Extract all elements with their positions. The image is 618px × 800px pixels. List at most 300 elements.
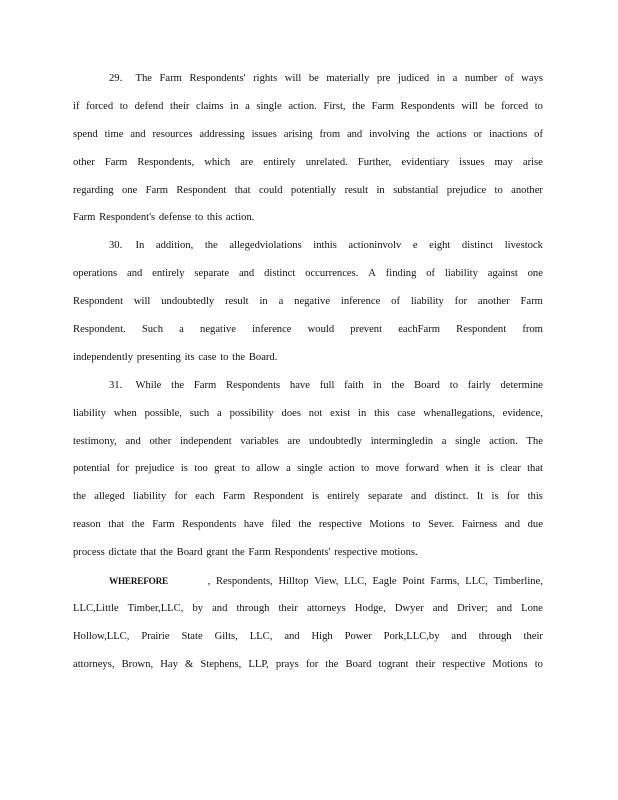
line-word: eachFarm xyxy=(398,324,440,336)
line-word: a xyxy=(278,296,284,308)
line-word: a xyxy=(217,407,222,419)
line-word: single xyxy=(297,463,323,475)
line-word: action. xyxy=(288,100,317,112)
line-word: full xyxy=(319,379,335,391)
line-word: the xyxy=(416,128,430,140)
line-word: ways xyxy=(521,73,543,84)
document-line xyxy=(73,98,543,126)
line-word: another xyxy=(511,184,543,196)
line-word: of xyxy=(504,73,514,84)
line-word: through xyxy=(478,630,512,642)
line-word: their xyxy=(415,658,436,670)
line-word: case xyxy=(198,351,217,363)
line-word: prejudice xyxy=(135,463,175,475)
line-word: the xyxy=(232,351,246,363)
line-word: respective xyxy=(334,547,378,559)
line-word: other xyxy=(149,435,172,447)
line-word: to xyxy=(360,463,370,475)
line-word: liability xyxy=(133,491,167,503)
line-word: for xyxy=(116,463,129,475)
line-word: arising xyxy=(283,128,313,140)
line-word: It xyxy=(476,491,484,503)
line-word: livestock xyxy=(504,240,543,252)
line-word: the xyxy=(73,491,86,503)
line-word: Prairie xyxy=(141,630,170,642)
line-word: Stephens, xyxy=(200,658,242,670)
line-word: reason xyxy=(73,519,101,531)
line-word: the xyxy=(204,240,218,252)
line-word: A xyxy=(368,268,376,280)
line-word: , xyxy=(207,576,211,588)
line-word: actioninvolv xyxy=(348,240,402,252)
line-word: distinct xyxy=(461,240,494,252)
line-word: Respondent xyxy=(253,491,304,503)
line-word: the xyxy=(391,379,405,391)
line-word: their xyxy=(278,602,298,614)
line-word: inference xyxy=(340,296,381,308)
line-word: resources xyxy=(152,128,193,140)
line-word: Respondents, xyxy=(215,576,273,588)
line-word: 29. The xyxy=(109,73,152,84)
line-word: LLC,Little xyxy=(73,602,119,614)
line-word: will xyxy=(133,296,151,308)
line-word: that xyxy=(108,519,125,531)
line-word: respective xyxy=(442,658,486,670)
line-word: through xyxy=(236,602,270,614)
line-word: of xyxy=(534,128,543,140)
line-word: actions xyxy=(436,128,467,140)
line-word: Dwyer xyxy=(394,602,424,614)
line-word: entirely xyxy=(327,491,360,503)
document-line xyxy=(73,572,543,600)
line-word: involving xyxy=(369,128,410,140)
line-word: High xyxy=(311,630,333,642)
line-word: Sever. xyxy=(428,519,455,531)
line-word: substantial xyxy=(393,184,439,196)
line-word: Gilts, xyxy=(214,630,238,642)
line-word: will xyxy=(461,100,478,112)
line-word: the xyxy=(325,658,339,670)
line-word: distinct xyxy=(264,268,296,280)
line-word: occurrences. xyxy=(305,268,359,280)
line-word: exist xyxy=(330,407,351,419)
line-word: clear xyxy=(500,463,521,475)
line-word: Hollow,LLC, xyxy=(73,630,130,642)
line-word: action. xyxy=(225,212,255,224)
line-word: Board xyxy=(414,379,440,391)
line-word: and xyxy=(504,519,521,531)
line-word: Further, xyxy=(357,156,392,168)
line-word: this xyxy=(374,407,390,419)
line-word: inference xyxy=(252,324,292,336)
line-word: pre xyxy=(376,73,391,84)
document-line xyxy=(73,488,543,516)
line-word: forward xyxy=(405,463,439,475)
line-word: LLC, xyxy=(344,576,367,588)
line-word: negative xyxy=(200,324,236,336)
document-line xyxy=(73,516,543,544)
line-word: a xyxy=(179,324,184,336)
line-word: Power xyxy=(344,630,372,642)
document-line xyxy=(73,126,543,154)
line-word: prejudice xyxy=(446,184,487,196)
line-word: inactions xyxy=(489,128,528,140)
line-word: Farm xyxy=(371,100,395,112)
line-word: a xyxy=(452,73,458,84)
line-word: Respondents, xyxy=(137,156,195,168)
line-word: action xyxy=(328,463,355,475)
line-word: Brown, xyxy=(121,658,154,670)
line-word: have xyxy=(243,519,264,531)
line-word: to xyxy=(412,519,421,531)
line-word: undoubtedly xyxy=(309,435,362,447)
line-word: allow xyxy=(256,463,280,475)
line-word: and xyxy=(125,435,141,447)
line-word: are xyxy=(240,156,254,168)
line-word: result xyxy=(344,184,369,196)
line-word: of xyxy=(426,268,436,280)
line-word: in xyxy=(230,100,239,112)
line-word: the xyxy=(231,547,245,559)
line-word: the xyxy=(160,547,173,559)
line-word: Motions xyxy=(492,658,528,670)
line-word: process xyxy=(73,547,105,559)
line-word: move xyxy=(375,463,400,475)
line-word: to xyxy=(241,463,250,475)
line-word: negative xyxy=(294,296,331,308)
line-word: Point xyxy=(402,576,425,588)
line-word: e xyxy=(412,240,418,252)
line-word: from xyxy=(319,128,341,140)
line-word: distinct. xyxy=(434,491,469,503)
line-word: evidentiary xyxy=(401,156,450,168)
document-body xyxy=(73,70,543,684)
line-word: each xyxy=(195,491,215,503)
line-word: Respondent. xyxy=(73,324,126,336)
line-word: other xyxy=(73,156,95,168)
line-word: issues xyxy=(251,128,277,140)
line-word: is xyxy=(311,491,319,503)
line-word: presenting xyxy=(136,351,181,363)
line-word: Timberline, xyxy=(493,576,543,588)
line-word: liability xyxy=(73,407,106,419)
line-word: to xyxy=(119,100,128,112)
line-word: claims xyxy=(196,100,224,112)
line-word: motions. xyxy=(380,547,418,559)
line-word: possible, xyxy=(144,407,182,419)
line-word: to xyxy=(534,658,543,670)
line-word: testimony, xyxy=(73,435,117,447)
line-word: separate xyxy=(367,491,403,503)
document-line xyxy=(73,209,543,237)
line-word: independent xyxy=(179,435,232,447)
line-word: filed xyxy=(271,519,291,531)
line-word: faith xyxy=(344,379,364,391)
document-line xyxy=(73,656,543,684)
line-word: Farm xyxy=(152,519,175,531)
line-word: Eagle xyxy=(372,576,397,588)
line-word: the xyxy=(352,100,366,112)
line-word: Respondent xyxy=(176,184,227,196)
line-word: grant xyxy=(206,547,229,559)
line-word: Such xyxy=(141,324,164,336)
line-word: addition, xyxy=(155,240,194,252)
line-word: Hodge, xyxy=(354,602,386,614)
line-word: whenallegations, xyxy=(423,407,495,419)
line-word: for xyxy=(454,296,468,308)
line-word: and xyxy=(127,268,143,280)
line-word: in xyxy=(358,407,367,419)
line-word: and xyxy=(130,128,146,140)
line-word: when xyxy=(445,463,469,475)
line-word: that xyxy=(527,463,543,475)
line-word: intermingledin xyxy=(370,435,434,447)
line-word: and xyxy=(410,491,427,503)
line-word: regarding xyxy=(73,184,114,196)
line-word: the xyxy=(298,519,312,531)
line-word: result xyxy=(225,296,249,308)
line-word: that xyxy=(234,184,251,196)
line-word: will xyxy=(284,73,302,84)
line-word: Hilltop xyxy=(278,576,309,588)
line-word: allegedviolations xyxy=(229,240,302,252)
line-word: Farm xyxy=(193,379,217,391)
line-word: time xyxy=(104,128,124,140)
line-word: a xyxy=(441,435,447,447)
line-word: does xyxy=(281,407,301,419)
line-word: eight xyxy=(429,240,451,252)
line-word: and xyxy=(346,128,363,140)
line-word: undoubtedly xyxy=(161,296,215,308)
document-line xyxy=(73,293,543,321)
line-word: its xyxy=(184,351,195,363)
line-word: Respondents' xyxy=(189,73,246,84)
line-word: have xyxy=(289,379,310,391)
line-word: liability xyxy=(444,268,478,280)
line-word: Fairness xyxy=(461,519,498,531)
line-word: prays xyxy=(275,658,299,670)
line-word: materially xyxy=(326,73,370,84)
line-word: dictate xyxy=(108,547,137,559)
document-line xyxy=(73,433,543,461)
line-word: this xyxy=(527,491,543,503)
line-word: their xyxy=(523,630,543,642)
line-word: liability xyxy=(410,296,444,308)
line-word: and xyxy=(212,602,228,614)
line-word: & xyxy=(185,658,194,670)
line-word: Pork,LLC,by xyxy=(383,630,440,642)
line-word: prevent xyxy=(350,324,383,336)
line-word: be xyxy=(308,73,319,84)
line-word: one xyxy=(121,184,138,196)
line-word: First, xyxy=(323,100,346,112)
line-word: LLC, xyxy=(249,630,273,642)
line-word: single xyxy=(256,100,282,112)
line-word: in xyxy=(376,184,385,196)
line-word: of xyxy=(391,296,400,308)
line-word: against xyxy=(487,268,518,280)
line-word: that xyxy=(140,547,157,559)
line-word: issues xyxy=(459,156,485,168)
line-word: is xyxy=(180,463,188,475)
line-word: and xyxy=(284,630,300,642)
line-word: State xyxy=(181,630,203,642)
wherefore-label: WHEREFORE xyxy=(109,576,168,587)
line-word: Timber,LLC, xyxy=(127,602,184,614)
line-word: may xyxy=(494,156,513,168)
line-word: entirely xyxy=(152,268,185,280)
line-word: respective xyxy=(318,519,362,531)
line-word: would xyxy=(307,324,335,336)
document-line xyxy=(73,321,543,349)
line-word: Respondents xyxy=(400,100,455,112)
line-word: could xyxy=(258,184,283,196)
line-word: determine xyxy=(500,379,543,391)
line-word: Farm xyxy=(222,491,246,503)
document-line xyxy=(73,349,543,377)
line-word: 31. While xyxy=(109,379,162,391)
line-word: potentially xyxy=(290,184,337,196)
line-word: Farm xyxy=(248,547,271,559)
line-word: Board xyxy=(345,658,372,670)
line-word: Motions xyxy=(369,519,405,531)
line-word: forced xyxy=(86,100,114,112)
document-line xyxy=(73,460,543,488)
line-word: fairly xyxy=(467,379,491,391)
document-line xyxy=(73,154,543,182)
line-word: The xyxy=(526,435,543,447)
line-word: defense xyxy=(158,212,192,224)
line-word: 30. In xyxy=(109,240,145,252)
line-word: not xyxy=(308,407,323,419)
line-word: the xyxy=(131,519,145,531)
line-word: to xyxy=(220,351,229,363)
line-word: too xyxy=(194,463,208,475)
line-word: a xyxy=(245,100,250,112)
line-word: variables xyxy=(240,435,279,447)
line-word: when xyxy=(113,407,137,419)
document-line xyxy=(73,405,543,433)
line-word: Respondent xyxy=(456,324,507,336)
line-word: Driver; xyxy=(457,602,488,614)
line-word: Respondent's xyxy=(99,212,156,224)
line-word: great xyxy=(214,463,236,475)
line-word: spend xyxy=(73,128,98,140)
line-word: Farm xyxy=(145,184,168,196)
line-word: Respondents xyxy=(226,379,281,391)
line-word: due xyxy=(527,519,543,531)
line-word: for xyxy=(174,491,187,503)
line-word: Respondents' xyxy=(274,547,331,559)
line-word: possibility xyxy=(229,407,274,419)
line-word: Hay xyxy=(160,658,178,670)
line-word: Farm xyxy=(159,73,182,84)
line-word: are xyxy=(287,435,301,447)
document-line xyxy=(73,377,543,405)
line-word: separate xyxy=(194,268,230,280)
line-word: a xyxy=(286,463,291,475)
line-word: unrelated. xyxy=(305,156,348,168)
line-word: attorneys, xyxy=(73,658,115,670)
line-word: and xyxy=(451,630,467,642)
line-word: Farms, xyxy=(430,576,460,588)
line-word: or xyxy=(473,128,483,140)
line-word: Farm xyxy=(73,212,96,224)
line-word: operations xyxy=(73,268,118,280)
line-word: Farm xyxy=(520,296,543,308)
line-word: Lone xyxy=(521,602,543,614)
line-word: for xyxy=(305,658,319,670)
line-word: from xyxy=(522,324,543,336)
line-word: judiced xyxy=(398,73,430,84)
line-word: case xyxy=(397,407,416,419)
line-word: is xyxy=(491,491,499,503)
line-word: attorneys xyxy=(306,602,346,614)
line-word: to xyxy=(449,379,458,391)
line-word: and xyxy=(432,602,449,614)
line-word: this xyxy=(206,212,223,224)
line-word: Respondents xyxy=(182,519,237,531)
line-word: inthis xyxy=(313,240,337,252)
document-line xyxy=(73,70,543,98)
line-word: Board. xyxy=(248,351,278,363)
line-word: Respondent xyxy=(73,296,124,308)
line-word: independently xyxy=(73,351,134,363)
line-word: View, xyxy=(314,576,339,588)
document-line xyxy=(73,544,543,572)
line-word: their xyxy=(170,100,190,112)
line-word: if xyxy=(73,100,80,112)
line-word: which xyxy=(204,156,231,168)
line-word: addressing xyxy=(199,128,245,140)
line-word: in xyxy=(373,379,382,391)
line-word: another xyxy=(477,296,510,308)
line-word: be xyxy=(484,100,495,112)
line-word: forced xyxy=(501,100,529,112)
line-word: arise xyxy=(522,156,543,168)
document-line xyxy=(73,265,543,293)
line-word: to xyxy=(534,100,543,112)
document-line xyxy=(73,628,543,656)
document-line xyxy=(73,182,543,210)
line-word: alleged xyxy=(94,491,125,503)
line-word: in xyxy=(259,296,268,308)
line-word: and xyxy=(496,602,513,614)
line-word: such xyxy=(189,407,210,419)
line-word: single xyxy=(455,435,481,447)
line-word: finding xyxy=(385,268,417,280)
line-word: action. xyxy=(489,435,518,447)
line-word: defend xyxy=(134,100,164,112)
line-word: for xyxy=(506,491,520,503)
line-word: evidence, xyxy=(502,407,543,419)
line-word: rights xyxy=(253,73,278,84)
line-word: potential xyxy=(73,463,111,475)
line-word: Board xyxy=(176,547,203,559)
line-word: entirely xyxy=(263,156,296,168)
line-word: by xyxy=(192,602,204,614)
line-word: to xyxy=(494,184,503,196)
line-word: Farm xyxy=(104,156,128,168)
line-word: LLC, xyxy=(465,576,488,588)
line-word: one xyxy=(527,268,543,280)
document-line xyxy=(73,600,543,628)
line-word: it xyxy=(474,463,481,475)
line-word: number xyxy=(464,73,498,84)
line-word: the xyxy=(171,379,185,391)
line-word: LLP, xyxy=(248,658,269,670)
line-word: is xyxy=(486,463,494,475)
